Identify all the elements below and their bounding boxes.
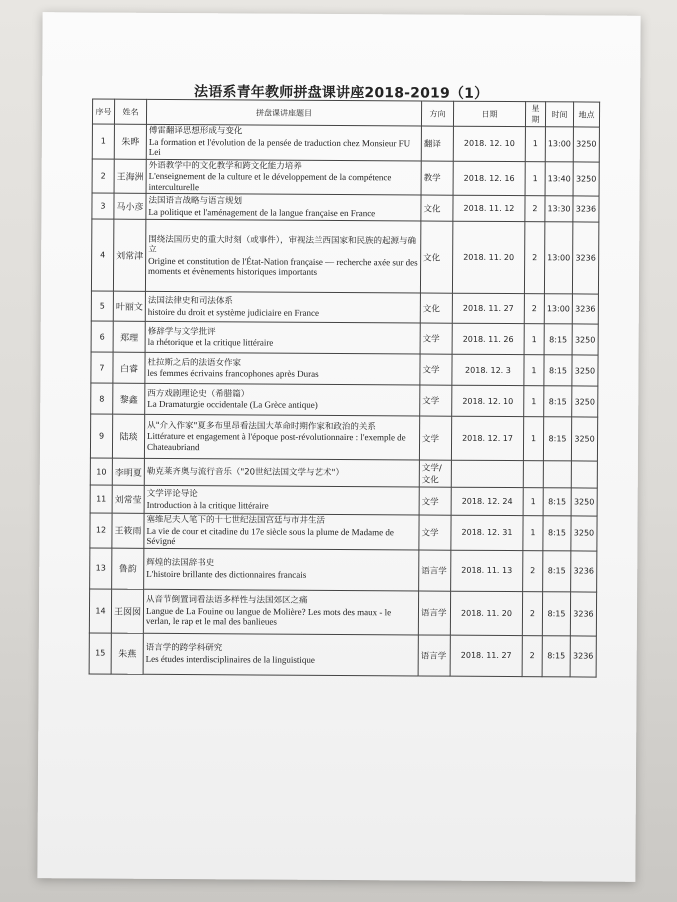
row-number: 5 [99, 301, 105, 311]
topic-french: L'enseignement de la culture et le développement de la compétence interculturelle [148, 170, 392, 192]
topic-chinese: 从"介入作家"夏多布里昂看法国大革命时期作家和政治的关系 [147, 420, 376, 432]
weekday: 2 [532, 204, 538, 214]
time-cell [545, 127, 573, 162]
place-cell [571, 550, 597, 591]
row-number: 13 [95, 563, 106, 573]
place-cell [571, 488, 597, 516]
teacher-name-cell [112, 513, 144, 548]
teacher-name: 王囡囡 [113, 607, 142, 618]
place: 3250 [573, 497, 595, 507]
direction-cell [419, 515, 451, 550]
lecture-topic-cell [146, 193, 421, 221]
time-cell [542, 635, 570, 676]
header-row [92, 99, 599, 127]
topic-chinese: 文学评论导论 [146, 488, 198, 500]
direction-cell [420, 385, 452, 416]
teacher-name: 郑理 [120, 333, 139, 344]
teacher-name-cell [112, 414, 144, 458]
weekday-cell [523, 516, 543, 551]
place-cell [572, 355, 598, 386]
weekday-cell [523, 550, 543, 591]
teacher-name-cell [112, 458, 144, 485]
place-cell [572, 386, 598, 417]
direction: 文化 [422, 304, 440, 315]
table-row [92, 158, 599, 196]
date-cell [451, 460, 523, 487]
teacher-name: 黎鑫 [119, 395, 138, 406]
place-cell [570, 591, 596, 635]
row-number-cell [91, 219, 113, 291]
row-number: 10 [96, 467, 107, 477]
place: 3250 [575, 174, 597, 184]
row-number-cell [91, 321, 113, 352]
time: 8:15 [547, 528, 566, 538]
date: 2018. 12. 3 [465, 365, 511, 375]
direction-cell [421, 126, 453, 161]
header-topic: 拼盘课讲座题目 [146, 99, 421, 126]
place-cell [572, 294, 598, 324]
time: 13:30 [547, 204, 571, 214]
weekday-cell [524, 294, 544, 324]
weekday: 1 [532, 173, 538, 183]
time: 8:15 [548, 365, 567, 375]
place-cell [571, 417, 597, 461]
place-cell [572, 324, 598, 355]
place: 3236 [575, 204, 597, 214]
lecture-topic-cell [145, 291, 420, 323]
topic-chinese: 辉煌的法国辞书史 [146, 557, 215, 569]
time: 8:15 [548, 497, 567, 507]
direction-cell [420, 293, 452, 323]
weekday: 2 [529, 608, 536, 618]
place: 3250 [574, 396, 595, 407]
place: 3236 [573, 651, 594, 661]
time: 8:15 [548, 396, 567, 406]
teacher-name-cell [112, 548, 144, 589]
date: 2018. 12. 24 [461, 496, 513, 507]
row-number: 9 [98, 431, 105, 441]
lecture-topic-cell [146, 124, 421, 160]
teacher-name-cell [113, 321, 145, 352]
direction: 文学 [422, 365, 440, 376]
place-cell [571, 516, 597, 551]
time: 13:00 [547, 253, 571, 263]
table-row [90, 547, 597, 591]
lecture-topic-cell [145, 219, 420, 293]
date: 2018. 11. 27 [462, 303, 514, 314]
weekday-cell [523, 488, 543, 516]
teacher-name-cell [114, 159, 146, 194]
topic-french: L'histoire brillante des dictionnaires francais [146, 568, 307, 580]
document-title: 法语系青年教师拼盘课讲座2018-2019（1） [193, 84, 489, 102]
time-cell [545, 161, 573, 196]
row-number: 3 [100, 201, 106, 211]
teacher-name-cell [112, 485, 144, 513]
row-number-cell [90, 458, 112, 485]
teacher-name-cell [111, 589, 143, 633]
row-number: 15 [95, 648, 106, 658]
place: 3236 [573, 566, 594, 576]
weekday-cell [524, 324, 544, 355]
time-cell [544, 222, 572, 294]
time-cell [543, 516, 571, 551]
date-cell [453, 195, 525, 221]
direction: 文化 [423, 253, 441, 264]
table-row [91, 321, 598, 355]
direction-cell [420, 221, 452, 293]
place-cell [572, 222, 598, 294]
date: 2018. 11. 13 [461, 565, 513, 576]
header-name: 姓名 [114, 99, 146, 124]
weekday-cell [522, 591, 542, 635]
row-number: 4 [100, 250, 106, 260]
teacher-name-cell [113, 383, 145, 414]
place: 3250 [574, 334, 596, 345]
direction: 语言学 [420, 651, 447, 662]
teacher-name-cell [113, 219, 145, 291]
teacher-name: 刘常津 [116, 251, 144, 262]
direction-cell [418, 634, 450, 675]
table-row [92, 193, 599, 222]
time-cell [544, 355, 572, 386]
date: 2018. 12. 16 [463, 173, 515, 183]
date: 2018. 11. 12 [463, 203, 515, 214]
row-number: 1 [100, 136, 106, 146]
teacher-name: 鲁韵 [118, 564, 137, 575]
time: 13:00 [547, 139, 571, 149]
row-number: 7 [99, 363, 105, 373]
lecture-topic-cell [145, 383, 420, 416]
teacher-name-cell [111, 633, 143, 674]
teacher-name: 叶丽文 [115, 302, 143, 313]
row-number-cell [90, 414, 112, 458]
place-cell [573, 196, 599, 222]
lecture-topic-cell [146, 159, 421, 195]
direction: 文学 [421, 497, 439, 508]
topic-chinese: 塞维尼夫人笔下的十七世纪法国宫廷与市井生活 [146, 514, 326, 526]
table-row [89, 632, 596, 676]
time-cell [542, 591, 570, 635]
weekday: 1 [531, 334, 537, 344]
weekday: 2 [532, 253, 538, 263]
header-date: 日期 [453, 101, 525, 126]
date-cell [452, 221, 524, 293]
row-number-cell [90, 485, 112, 513]
weekday: 1 [531, 396, 537, 406]
weekday-cell [524, 222, 544, 294]
direction-cell [421, 160, 453, 195]
topic-french: La formation et l'évolution de la pensée de traduction chez Monsieur FU Lei [148, 136, 411, 157]
row-number: 2 [100, 171, 106, 181]
topic-chinese: 围绕法国历史的重大时刻（或事件），审视法兰西国家和民族的起源与确立 [148, 234, 417, 255]
lecture-topic-cell [144, 513, 419, 549]
date-cell [452, 293, 524, 323]
topic-chinese: 外语教学中的文化教学和跨文化能力培养 [148, 160, 302, 172]
topic-chinese: 从音节倒置词看法语多样性与法国郊区之痛 [146, 595, 308, 607]
place: 3250 [574, 434, 595, 444]
lecture-schedule-table [89, 98, 601, 677]
direction: 文学 [422, 396, 440, 407]
row-number-cell [89, 632, 111, 673]
weekday-cell [525, 161, 545, 196]
teacher-name-cell [113, 352, 145, 383]
place: 3250 [573, 528, 595, 538]
teacher-name: 王海洲 [116, 172, 144, 183]
weekday-cell [524, 386, 544, 417]
direction-cell [420, 323, 452, 354]
topic-chinese: 修辞学与文学批评 [147, 326, 216, 337]
table-row [89, 588, 596, 635]
time: 8:15 [547, 566, 566, 576]
time: 8:15 [547, 608, 566, 618]
weekday: 2 [530, 566, 536, 576]
direction: 文学 [421, 528, 439, 539]
time-cell [543, 417, 571, 461]
topic-french: Littérature et engagement à l'époque post-révolutionnaire : l'exemple de Chateaubriand [146, 431, 406, 452]
table-row [90, 485, 597, 516]
topic-french: Origine et constitution de l'État-Nation française — recherche axée sur des moments et évènements historiques importants [148, 255, 418, 277]
teacher-name: 朱燕 [118, 649, 137, 660]
row-number: 6 [99, 332, 105, 342]
topic-french: histoire du droit et système judiciaire en France [147, 306, 320, 318]
row-number-cell [89, 588, 111, 632]
weekday-cell [525, 196, 545, 222]
teacher-name: 白睿 [119, 364, 139, 375]
place-cell [571, 461, 597, 488]
direction-cell [419, 416, 451, 460]
header-direction: 方向 [421, 101, 453, 126]
row-number-cell [91, 291, 113, 321]
time: 8:15 [548, 434, 567, 444]
row-number-cell [91, 352, 113, 383]
lecture-topic-cell [145, 321, 420, 354]
time-cell [543, 461, 571, 488]
time: 8:15 [549, 334, 568, 344]
row-number: 14 [95, 606, 106, 616]
topic-french: La politique et l'aménagement de la langue française en France [148, 206, 376, 218]
direction: 语言学 [420, 608, 447, 619]
direction-cell [419, 549, 451, 590]
topic-french: Les études interdisciplinaires de la linguistique [145, 653, 315, 665]
row-number: 8 [99, 394, 105, 404]
row-number-cell [90, 547, 112, 588]
time-cell [544, 294, 572, 324]
table-row [90, 414, 597, 461]
teacher-name: 刘常莹 [114, 495, 142, 506]
topic-chinese: 西方戏剧理论史（希腊篇） [147, 388, 250, 399]
date-cell [451, 515, 523, 550]
lecture-topic-cell [144, 458, 419, 487]
date: 2018. 12. 17 [462, 433, 514, 444]
date: 2018. 11. 27 [460, 650, 512, 661]
table-row [91, 383, 598, 417]
header-no: 序号 [92, 99, 114, 124]
time-cell [543, 550, 571, 591]
teacher-name: 陆琰 [119, 432, 138, 443]
date-cell [450, 591, 522, 635]
date-cell [451, 487, 523, 515]
weekday: 1 [532, 139, 538, 149]
topic-chinese: 法国法律史和司法体系 [147, 295, 233, 307]
row-number-cell [92, 158, 114, 193]
place-cell [570, 635, 596, 676]
weekday: 2 [531, 304, 537, 314]
time-cell [544, 324, 572, 355]
header-place: 地点 [573, 102, 599, 127]
topic-french: Langue de La Fouine ou langue de Molière? Les mots des maux - le verlan, le rap et le mal des banlieues [145, 605, 392, 627]
table-row [91, 291, 598, 324]
teacher-name-cell [114, 193, 146, 219]
topic-french: La vie de cour et citadine du 17e siècle sous la plume de Madame de Sévigné [146, 525, 394, 547]
weekday: 1 [530, 528, 536, 538]
date: 2018. 12. 31 [461, 528, 513, 538]
time-cell [545, 196, 573, 222]
table-row [91, 352, 598, 386]
date: 2018. 11. 26 [462, 334, 514, 344]
date-cell [453, 126, 525, 161]
place: 3250 [576, 139, 597, 149]
topic-chinese: 法国语言战略与语言规划 [148, 195, 243, 207]
header-time: 时间 [545, 102, 573, 127]
topic-french: Introduction à la critique littéraire [146, 499, 269, 511]
weekday: 1 [531, 365, 537, 375]
topic-chinese: 语言学的跨学科研究 [145, 642, 223, 654]
direction: 教学 [423, 173, 441, 184]
place: 3236 [573, 608, 594, 619]
row-number-cell [90, 513, 112, 548]
weekday: 2 [529, 651, 535, 661]
row-number-cell [92, 124, 114, 159]
lecture-topic-cell [143, 589, 418, 635]
place: 3236 [575, 253, 596, 263]
teacher-name: 王筱雨 [114, 526, 142, 538]
direction: 语言学 [421, 566, 447, 577]
date: 2018. 11. 20 [461, 608, 512, 618]
direction-cell [419, 487, 451, 515]
date-cell [451, 550, 523, 591]
direction: 文学/文化 [421, 463, 442, 486]
time: 13:40 [547, 174, 571, 184]
teacher-name: 李明夏 [114, 468, 142, 479]
date-cell [453, 161, 525, 196]
teacher-name: 朱晔 [121, 137, 140, 149]
teacher-name: 马小彦 [116, 202, 144, 213]
direction: 文学 [422, 334, 440, 345]
weekday-cell [525, 127, 545, 162]
date: 2018. 12. 10 [463, 139, 515, 149]
row-number-cell [92, 193, 114, 219]
weekday-cell [523, 461, 543, 488]
topic-chinese: 勒克莱齐奥与流行音乐（"20世纪法国文学与艺术"） [146, 466, 345, 478]
table-row [90, 513, 597, 551]
date-cell [451, 416, 523, 460]
time: 13:00 [546, 304, 570, 314]
time-cell [544, 386, 572, 417]
header-weekday: 星期 [525, 102, 545, 127]
lecture-topic-cell [144, 414, 419, 460]
topic-chinese: 杜拉斯之后的法语女作家 [147, 357, 242, 368]
place-cell [573, 127, 599, 162]
table-row [92, 124, 599, 162]
weekday-cell [524, 355, 544, 386]
table-body [89, 124, 599, 677]
direction: 翻译 [423, 139, 441, 150]
date-cell [452, 385, 524, 416]
direction: 文学 [422, 434, 440, 445]
table-row [91, 219, 598, 294]
place: 3250 [574, 365, 596, 376]
weekday-cell [523, 417, 543, 461]
date-cell [452, 323, 524, 354]
lecture-topic-cell [145, 352, 420, 385]
lecture-topic-cell [143, 633, 418, 676]
direction-cell [418, 590, 450, 634]
weekday: 1 [530, 434, 537, 444]
row-number: 11 [96, 494, 107, 504]
direction-cell [421, 195, 453, 221]
time: 8:15 [547, 651, 566, 661]
direction: 文化 [423, 204, 441, 215]
lecture-topic-cell [144, 548, 419, 591]
topic-french: les femmes écrivains francophones après Duras [147, 367, 319, 379]
table-row [90, 458, 597, 488]
date: 2018. 11. 20 [463, 252, 515, 263]
row-number: 12 [95, 525, 107, 535]
lecture-topic-cell [144, 485, 419, 515]
direction-cell [419, 460, 451, 487]
topic-french: La Dramaturgie occidentale (La Grèce antique) [147, 398, 318, 410]
place: 3236 [575, 304, 596, 314]
direction-cell [420, 354, 452, 385]
weekday-cell [522, 635, 542, 676]
date-cell [450, 635, 522, 676]
teacher-name-cell [114, 124, 146, 159]
date: 2018. 12. 10 [462, 396, 514, 406]
row-number-cell [91, 383, 113, 414]
weekday: 1 [530, 497, 536, 507]
paper-sheet [37, 12, 640, 882]
topic-french: la rhétorique et la critique littéraire [147, 336, 274, 348]
teacher-name-cell [113, 291, 145, 321]
topic-chinese: 傅雷翻译思想形成与变化 [148, 125, 243, 137]
place-cell [573, 161, 599, 196]
time-cell [543, 488, 571, 516]
date-cell [452, 354, 524, 385]
